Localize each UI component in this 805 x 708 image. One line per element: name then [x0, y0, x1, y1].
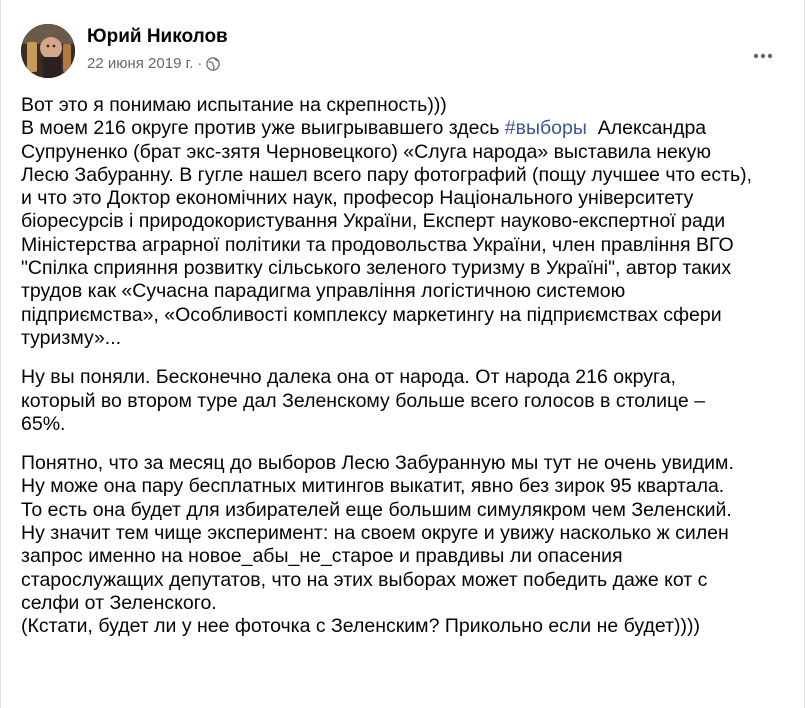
author-avatar[interactable]	[21, 24, 75, 78]
text-line: Вот это я понимаю испытание на скрепность)))	[21, 94, 447, 116]
text-line: селфи от Зеленского.	[21, 591, 217, 614]
text-line: Супруненко (брат экс-зятя Черновецкого) «Слуга народа» выставила некую	[21, 140, 711, 163]
post-paragraph-3	[21, 452, 791, 638]
text-line: Понятно, что за месяц до выборов Лесю Забуранную мы тут не очень увидим.	[21, 452, 734, 475]
post-meta	[87, 55, 220, 72]
globe-icon[interactable]	[206, 57, 220, 71]
post-paragraph-1	[21, 94, 791, 350]
text-line: старослужащих депутатов, что на этих выборах может победить даже кот с	[21, 568, 708, 591]
post-date[interactable]: 22 июня 2019 г.	[87, 55, 194, 72]
author-name[interactable]: Юрий Николов	[87, 26, 228, 47]
text-line: Ну вы поняли. Бесконечно далека она от народа. От народа 216 округа,	[21, 366, 676, 389]
text-line: Лесю Забуранну. В гугле нашел всего пару фотографий (пощу лучшее что есть),	[21, 163, 753, 186]
hashtag-link[interactable]: #выборы	[504, 117, 587, 140]
post-paragraph-2	[21, 366, 791, 436]
text-line: підприємства», «Особливості комплексу маркетингу на підприємствах сфери	[21, 303, 722, 326]
post-header	[21, 24, 791, 80]
text-line: трудов как «Сучасна парадигма управління логістичною системою	[21, 280, 626, 303]
text-line	[21, 117, 791, 140]
text-line: (Кстати, будет ли у нее фоточка с Зеленским? Прикольно если не будет))))	[21, 615, 700, 638]
text-line: 65%.	[21, 412, 66, 435]
text-line: и что это Доктор економічних наук, професор Національного університету	[21, 187, 694, 210]
text-line: который во втором туре дал Зеленскому больше всего голосов в столице –	[21, 389, 706, 412]
text-line: Ну може она пару бесплатных митингов выкатит, явно без зирок 95 квартала.	[21, 475, 725, 498]
avatar-photo-icon	[21, 24, 75, 78]
text-line: То есть она будет для избирателей еще большим симулякром чем Зеленский.	[21, 498, 732, 521]
text-line: Ну значит тем чище эксперимент: на своем округе и увижу насколько ж силен	[21, 522, 729, 545]
meta-separator: ·	[197, 55, 203, 72]
text-line: запрос именно на новое_абы_не_старое и правдивы ли опасения	[21, 545, 623, 568]
text-line: туризму»...	[21, 326, 122, 349]
text-line: "Спілка сприяння розвитку сільського зеленого туризму в Україні", автор таких	[21, 257, 732, 280]
text-line: біоресурсів і природокористування України, Експерт науково-експертної ради	[21, 210, 726, 233]
text-segment: Александра	[586, 117, 707, 140]
more-horizontal-icon	[751, 44, 775, 68]
text-segment: В моем 216 округе против уже выигрывавшего здесь	[21, 117, 505, 140]
post-text	[21, 94, 791, 639]
more-options-button[interactable]	[745, 38, 781, 74]
text-line: Міністерства аграрної політики та продовольства України, член правління ВГО	[21, 233, 734, 256]
